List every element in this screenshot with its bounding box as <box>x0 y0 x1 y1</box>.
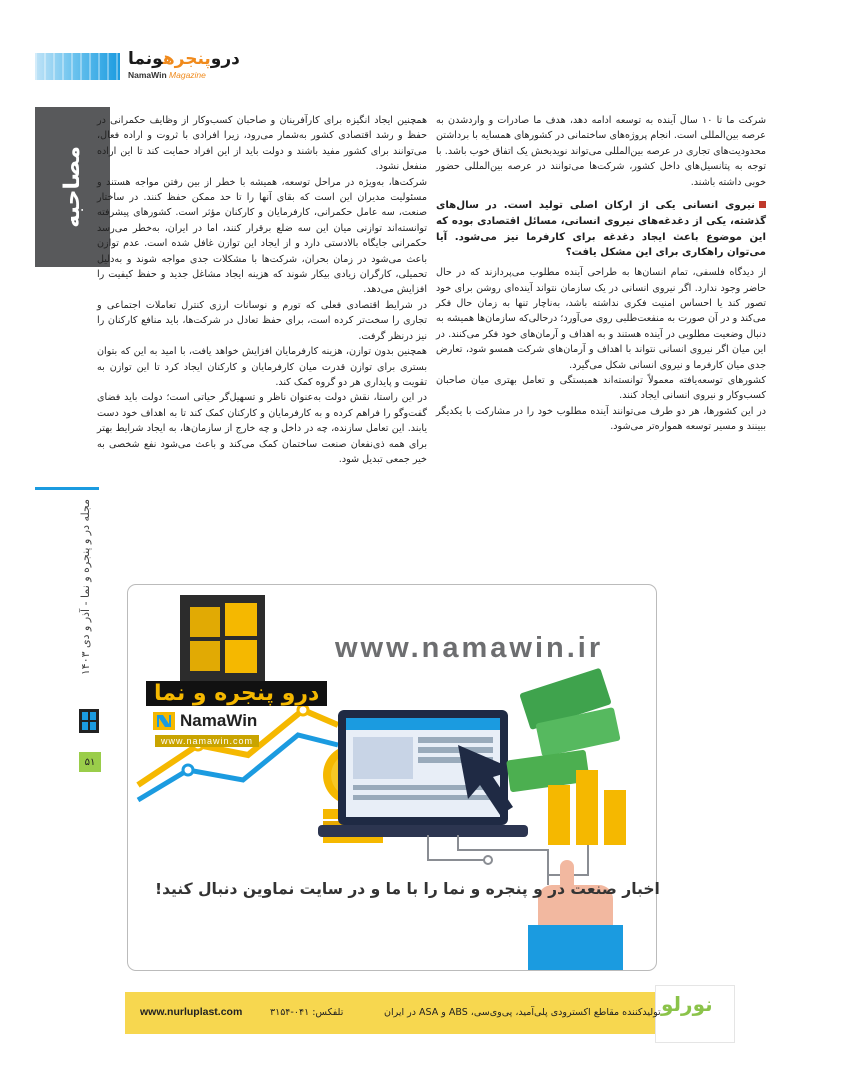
ad-brand-en: NamaWin <box>180 711 258 730</box>
article-column-right <box>436 113 766 435</box>
ad-brand-fa: درو پنجره و نما <box>146 681 327 706</box>
namawin-n-icon <box>153 712 175 730</box>
magazine-logo-fa: دروپنجرهونما <box>128 49 240 69</box>
footer-telfax: تلفکس: ۰۴۱-۳۱۵۴ <box>270 1007 344 1018</box>
paragraph: همچنین ایجاد انگیزه برای کارآفرینان و صاحبان کسب‌وکار از وظایف حکمرانی در حفظ و رشد اقتصادی کشور به‌شمار می‌رود، زیرا افرادی با ثروت و اراده فعال، می‌توانند برای کشور مفید باشند و دولت باید از این افراد حمایت کند تا این اراده منفعل نشود. <box>97 115 427 173</box>
hand-click-icon <box>528 860 623 970</box>
footer-brand-logo: نورلو <box>661 992 713 1016</box>
paragraph: شرکت ما تا ۱۰ سال آینده به توسعه ادامه دهد، هدف ما صادرات و واردشدن به عرصه بین‌المللی است. انجام پروژه‌های ساختمانی در کشورهای همسایه با برداشتن محدودیت‌های تجاری در عرصه بین‌المللی می‌تواند نویدبخش یک اتفاق خوب باشد. با توجه به پتانسیل‌های داخل کشور، شرکت‌ها می‌توانند در عرصه بین‌المللی حضور خوبی داشته باشند. <box>436 115 767 188</box>
paragraph: کشورهای توسعه‌یافته معمولاً توانسته‌اند همبستگی و تعامل بهتری میان صاحبان کسب‌وکار و نیروی انسانی ایجاد کنند. <box>436 375 766 402</box>
sidebar-divider <box>35 487 99 490</box>
paragraph: همچنین بدون توازن، هزینه کارفرمایان افزایش خواهد یافت، با امید به این که بتوان بستری برای توازن قدرت میان کارفرمایان و کارکنان ایجاد کرد تا این توازن به تقویت و پایداری هر دو گروه کمک کند. <box>97 346 427 388</box>
bullet-square-icon <box>759 201 766 208</box>
ad-caption: اخبار صنعت در و پنجره و نما را با ما و در سایت نماوین دنبال کنید! <box>155 880 660 898</box>
magazine-issue-line: مجله در و پنجره و نما - آذر و دی ۱۴۰۳ <box>78 499 92 676</box>
paragraph: در این کشورها، هر دو طرف می‌توانند آینده مطلوب خود را در مشارکت با یکدیگر ببینند و مسیر توسعه همواره‌تر می‌شود. <box>436 405 766 433</box>
section-title: مصاحبه <box>60 146 85 228</box>
page-number: ۵۱ <box>79 752 101 772</box>
magazine-logo-en: NamaWin Magazine <box>128 70 206 80</box>
window-icon <box>78 708 100 734</box>
paragraph: در شرایط اقتصادی فعلی که تورم و نوسانات ارزی کنترل تعاملات اجتماعی و تجاری را سخت‌تر کرده است، برای حفظ تعادل در شرکت‌ها، باید منافع کارکنان را نیز درنظر گرفت. <box>97 299 427 342</box>
paragraph: در این راستا، نقش دولت به‌عنوان ناظر و تسهیل‌گر حیاتی است؛ دولت باید فضای گفت‌وگو را فراهم کرده و به کارفرمایان و کارکنان کمک کند تا به اهداف خود دست یابند. این تعامل سازنده، چه در داخل و چه خارج از سازمان‌ها، به ایجاد شرایط بهتر برای همه ذی‌نفعان صنعت ساختمان کمک می‌کند و باعث می‌شود نفع شخصی به خیر جمعی تبدیل شود. <box>97 392 427 465</box>
ad-site-small[interactable]: www.namawin.com <box>155 735 259 747</box>
paragraph: از دیدگاه فلسفی، تمام انسان‌ها به طراحی آینده مطلوب می‌پردازند که در حال حاضر وجود ندارد. اگر نیروی انسانی در یک سازمان نتواند آینده‌ای روشن برای خود تصور کند یا احساس امنیت فکری نداشته باشد، به‌ناچار تنها به زمان حال فکر می‌کند و در آن صورت به منفعت‌طلبی روی می‌آورد؛ درحالی‌که سازمان‌ها همیشه به دنبال وضعیت مطلوبی در آینده هستند و به اهداف و آرمان‌های خود فکر می‌کنند. در این میان اگر نیروی انسانی نتواند با اهداف و آرمان‌های شرکت همسو شود، تعارض جدی میان کارفرما و نیروی انسانی شکل می‌گیرد. <box>436 267 766 371</box>
ad-website-url[interactable]: www.namawin.ir <box>335 632 604 664</box>
money-stack-icon <box>506 668 626 845</box>
interview-question: نیروی انسانی یکی از ارکان اصلی تولید است. در سال‌های گذشته، یکی از دغدغه‌های نیروی انسانی، مسائل اقتصادی بوده که این موضوع باعث ایجاد دغدغه برای کارفرما نیز می‌شود. آیا می‌توان راهکاری برای این مشکل یافت؟ <box>436 200 766 259</box>
footer-url[interactable]: www.nurluplast.com <box>140 1006 243 1018</box>
article-column-left <box>97 113 427 467</box>
paragraph: شرکت‌ها، به‌ویژه در مراحل توسعه، همیشه با خطر از بین رفتن مواجه هستند و مسئولیت مدیران این است که بقای آنها را تا حد ممکن حفظ کنند. در ساختار صنعت، سه عامل حکمرانی، کارفرمایان و کارکنان مؤثر است. کشورهای پیشرفته توانسته‌اند توازنی میان این سه ضلع برقرار کنند، اما در ایران، به‌خطر می‌رسد حکمرانی جایگاه بالادستی دارد و از ایجاد این توازن غافل شده است. عدم توازن باعث می‌شود در زمان بحران، شرکت‌ها با مشکلات جدی مواجه شوند و به‌دلیل تحمیلی، کارگران زیادی بیکار شوند که هزینه ایجاد مشاغل جدید و حفظ کیفیت را افزایش می‌دهد. <box>97 176 427 296</box>
window-logo-icon <box>180 595 265 683</box>
header-stripes <box>35 53 120 80</box>
footer-description: تولیدکننده مقاطع اکسترودی پلی‌آمید، پی‌وی‌سی، ABS و ASA در ایران <box>384 1007 661 1018</box>
